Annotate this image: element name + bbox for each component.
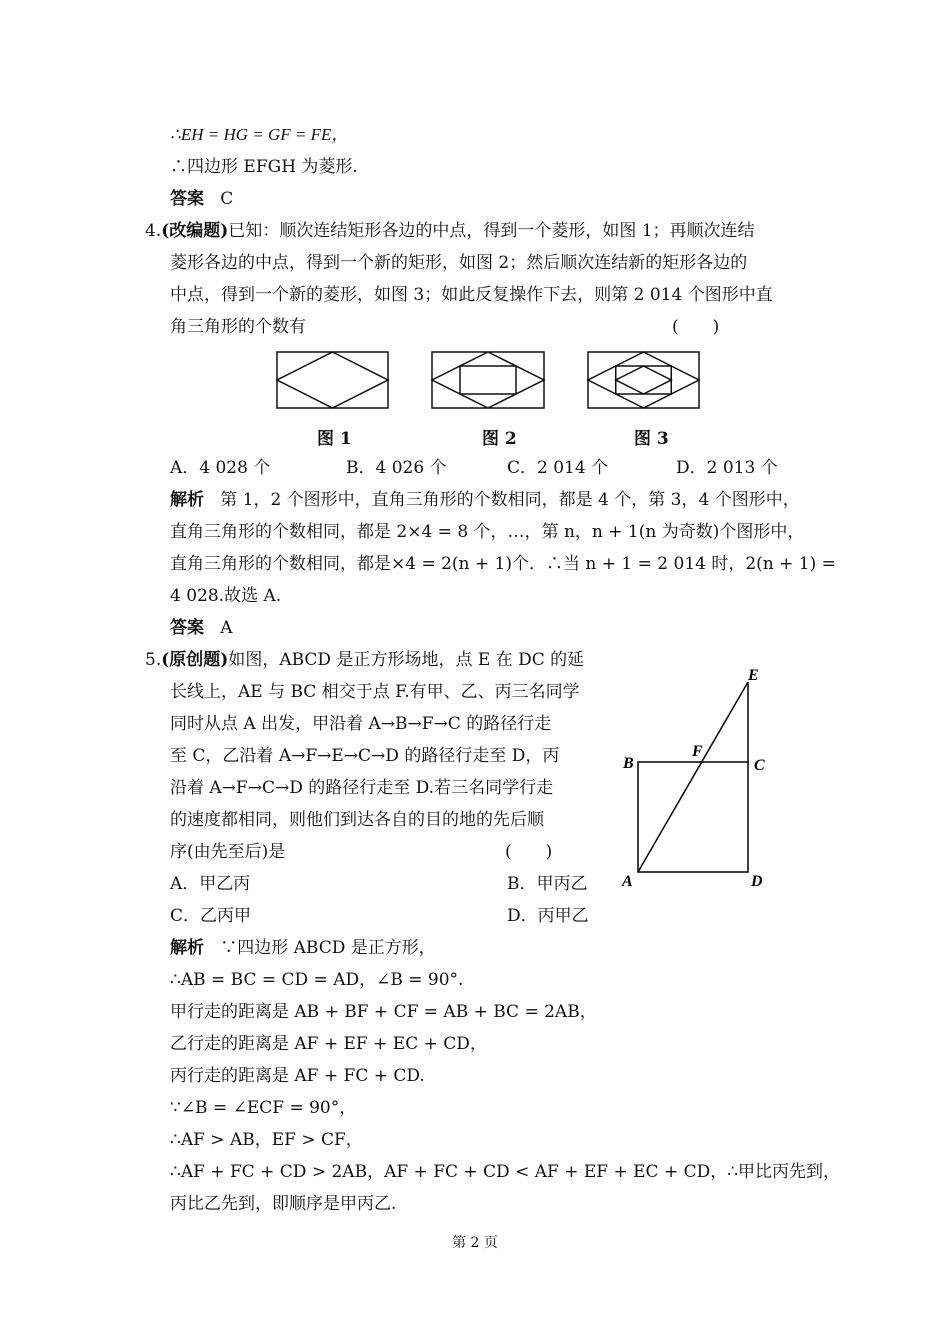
answer-label: 答案 xyxy=(170,618,204,638)
q4-option-c: C．2 014 个 xyxy=(507,458,609,478)
q5-solution-9: 丙比乙先到，即顺序是甲丙乙. xyxy=(170,1194,397,1214)
q5-solution-text-1: ∵四边形 ABCD 是正方形， xyxy=(220,938,436,958)
q5-line-1 xyxy=(145,649,584,671)
label-d: D xyxy=(751,873,763,890)
q4-option-a: A．4 028 个 xyxy=(170,458,271,478)
fig2-rectangle xyxy=(432,352,544,408)
q4-solution-1 xyxy=(170,489,800,511)
label-c: C xyxy=(754,757,765,774)
q5-answer-paren: ( ) xyxy=(505,842,553,862)
q4-tag: (改编题) xyxy=(161,221,229,241)
q4-option-d: D．2 013 个 xyxy=(676,458,778,478)
q5-solution-4: 乙行走的距离是 AF + EF + EC + CD， xyxy=(170,1034,487,1054)
q5-figure xyxy=(615,660,775,895)
q5-solution-1 xyxy=(170,937,436,959)
label-b: B xyxy=(623,755,634,772)
q5-option-b: B．甲丙乙 xyxy=(507,874,588,894)
fig3-rhombus xyxy=(588,352,699,408)
q4-answer xyxy=(170,617,233,639)
segment-ae xyxy=(638,682,748,872)
fig2-rhombus xyxy=(432,352,544,408)
q5-option-a: A．甲乙丙 xyxy=(170,874,251,894)
q4-figures xyxy=(270,348,710,414)
fig2-inner-rectangle xyxy=(460,366,516,394)
answer-value: C xyxy=(220,189,234,209)
q4-text-1: 已知：顺次连结矩形各边的中点，得到一个菱形，如图 1；再顺次连结 xyxy=(228,221,755,241)
q5-line-6: 的速度都相同，则他们到达各自的目的地的先后顺 xyxy=(170,810,544,830)
answer-label: 答案 xyxy=(170,189,204,209)
q4-option-b: B．4 026 个 xyxy=(346,458,447,478)
label-a: A xyxy=(622,873,633,890)
figure-3 xyxy=(588,352,699,408)
fig3-inner-rhombus xyxy=(616,366,672,394)
q5-option-c: C．乙丙甲 xyxy=(170,906,252,926)
label-e: E xyxy=(748,667,759,684)
prev-line-1: ∴EH = HG = GF = FE， xyxy=(170,125,349,144)
solution-label: 解析 xyxy=(170,938,204,958)
prev-answer xyxy=(170,188,233,210)
q4-line-1 xyxy=(145,220,755,242)
q5-solution-8: ∴AF + FC + CD > 2AB，AF + FC + CD < AF + EF + EC + CD，∴甲比丙先到， xyxy=(170,1162,841,1182)
q5-line-5: 沿着 A→F→C→D 的路径行走至 D.若三名同学行走 xyxy=(170,778,554,798)
q5-line-3: 同时从点 A 出发，甲沿着 A→B→F→C 的路径行走 xyxy=(170,714,552,734)
q4-line-2: 菱形各边的中点，得到一个新的矩形，如图 2；然后顺次连结新的矩形各边的 xyxy=(170,253,748,273)
q5-solution-3: 甲行走的距离是 AB + BF + CF = AB + BC = 2AB， xyxy=(170,1002,597,1022)
prev-line-2: ∴四边形 EFGH 为菱形. xyxy=(170,157,358,177)
fig3-rectangle xyxy=(588,352,699,408)
page-number: 第 2 页 xyxy=(452,1235,498,1251)
q4-solution-3: 直角三角形的个数相同，都是×4 = 2(n + 1)个．∴当 n + 1 = 2 014 时，2(n + 1) = xyxy=(170,554,836,574)
q5-solution-5: 丙行走的距离是 AF + FC + CD. xyxy=(170,1066,425,1086)
figure-1 xyxy=(277,352,388,408)
q5-number: 5. xyxy=(145,650,162,670)
fig3-caption: 图 3 xyxy=(634,429,669,449)
q5-line-4: 至 C，乙沿着 A→F→E→C→D 的路径行走至 D，丙 xyxy=(170,746,560,766)
q4-line-3: 中点，得到一个新的菱形，如图 3；如此反复操作下去，则第 2 014 个图形中直 xyxy=(170,285,773,305)
label-f: F xyxy=(692,743,703,760)
q5-text-1: 如图，ABCD 是正方形场地，点 E 在 DC 的延 xyxy=(228,650,585,670)
q5-solution-6: ∵∠B = ∠ECF = 90°， xyxy=(170,1098,357,1118)
q4-number: 4. xyxy=(145,221,162,241)
fig2-caption: 图 2 xyxy=(482,429,517,449)
q5-line-7: 序(由先至后)是 xyxy=(170,842,286,862)
q4-line-4: 角三角形的个数有 xyxy=(170,317,306,337)
q5-solution-7: ∴AF > AB，EF > CF， xyxy=(170,1130,363,1150)
fig1-rhombus xyxy=(277,352,388,408)
figure-2 xyxy=(432,352,544,408)
q5-tag: (原创题) xyxy=(161,650,229,670)
q4-solution-2: 直角三角形的个数相同，都是 2×4 = 8 个，…，第 n，n + 1(n 为奇数)个图形中， xyxy=(170,522,805,542)
answer-value: A xyxy=(220,618,233,638)
q5-option-d: D．丙甲乙 xyxy=(507,906,589,926)
fig3-inner-rectangle xyxy=(616,366,672,394)
q5-line-2: 长线上，AE 与 BC 相交于点 F.有甲、乙、丙三名同学 xyxy=(170,682,580,702)
q4-answer-paren: ( ) xyxy=(672,317,720,337)
solution-label: 解析 xyxy=(170,490,204,510)
q5-solution-2: ∴AB = BC = CD = AD，∠B = 90°. xyxy=(170,970,464,990)
q4-solution-4: 4 028.故选 A. xyxy=(170,586,282,606)
fig1-rectangle xyxy=(277,352,388,408)
q4-solution-text-1: 第 1，2 个图形中，直角三角形的个数相同，都是 4 个，第 3，4 个图形中， xyxy=(220,490,800,510)
fig1-caption: 图 1 xyxy=(317,429,352,449)
